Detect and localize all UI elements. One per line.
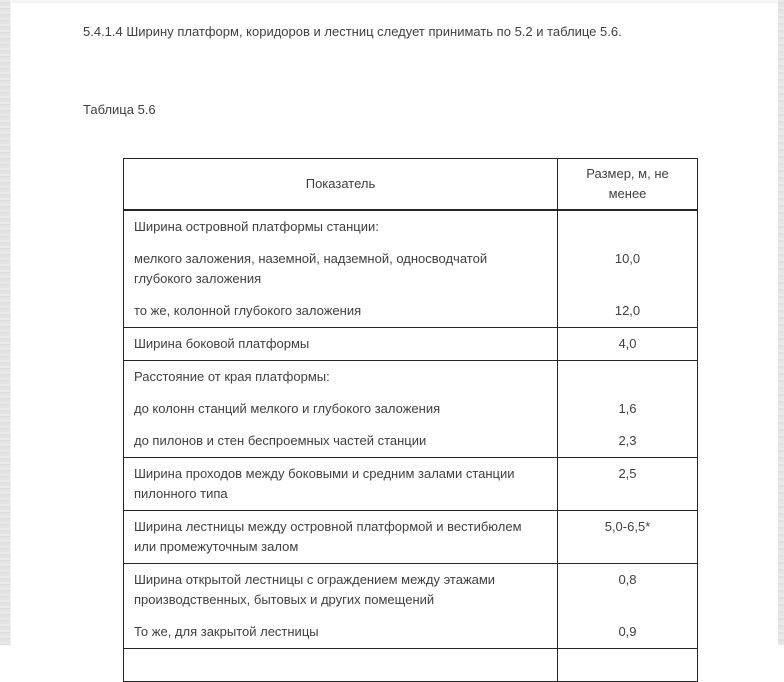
table-row	[124, 295, 698, 328]
section-paragraph-5414: 5.4.1.4 Ширину платформ, коридоров и лестниц следует принимать по 5.2 и таблице 5.6.	[83, 24, 622, 39]
table-row	[124, 361, 698, 394]
indicator-cell: Ширина островной платформы станции:	[124, 210, 558, 243]
value-cell: 0,9	[558, 616, 698, 649]
indicator-cell	[124, 649, 558, 682]
value-cell: 10,0	[558, 243, 698, 295]
value-cell: 4,0	[558, 328, 698, 361]
left-edge-strip	[0, 0, 11, 645]
column-header-size: Размер, м, не менее	[558, 159, 698, 211]
value-cell: 2,3	[558, 425, 698, 458]
value-cell	[558, 649, 698, 682]
table-body	[124, 210, 698, 682]
value-cell: 2,5	[558, 458, 698, 511]
indicator-cell: То же, для закрытой лестницы	[124, 616, 558, 649]
indicator-cell: то же, колонной глубокого заложения	[124, 295, 558, 328]
indicator-cell: до пилонов и стен беспроемных частей станции	[124, 425, 558, 458]
value-cell: 12,0	[558, 295, 698, 328]
value-cell	[558, 210, 698, 243]
indicator-cell: Ширина лестницы между островной платформой и вестибюлем или промежуточным залом	[124, 511, 558, 564]
table-caption: Таблица 5.6	[83, 102, 156, 117]
indicator-cell: Ширина проходов между боковыми и средним залами станции пилонного типа	[124, 458, 558, 511]
table-row	[124, 458, 698, 511]
indicator-cell: Ширина боковой платформы	[124, 328, 558, 361]
indicator-cell: Расстояние от края платформы:	[124, 361, 558, 394]
table-row	[124, 564, 698, 617]
value-cell	[558, 361, 698, 394]
table-row	[124, 511, 698, 564]
right-edge-strip	[778, 0, 784, 645]
value-cell: 0,8	[558, 564, 698, 617]
table-row	[124, 328, 698, 361]
table-row	[124, 616, 698, 649]
column-header-indicator: Показатель	[124, 159, 558, 211]
table-row	[124, 393, 698, 425]
table-row	[124, 210, 698, 243]
value-cell: 1,6	[558, 393, 698, 425]
table-5-6	[123, 158, 698, 682]
value-cell: 5,0-6,5*	[558, 511, 698, 564]
indicator-cell: до колонн станций мелкого и глубокого заложения	[124, 393, 558, 425]
indicator-cell: Ширина открытой лестницы с ограждением между этажами производственных, бытовых и других помещений	[124, 564, 558, 617]
table-header-row	[124, 159, 698, 211]
table-row	[124, 649, 698, 682]
indicator-cell: мелкого заложения, наземной, надземной, односводчатой глубокого заложения	[124, 243, 558, 295]
table-row	[124, 425, 698, 458]
document-content	[83, 0, 703, 682]
table-row	[124, 243, 698, 295]
